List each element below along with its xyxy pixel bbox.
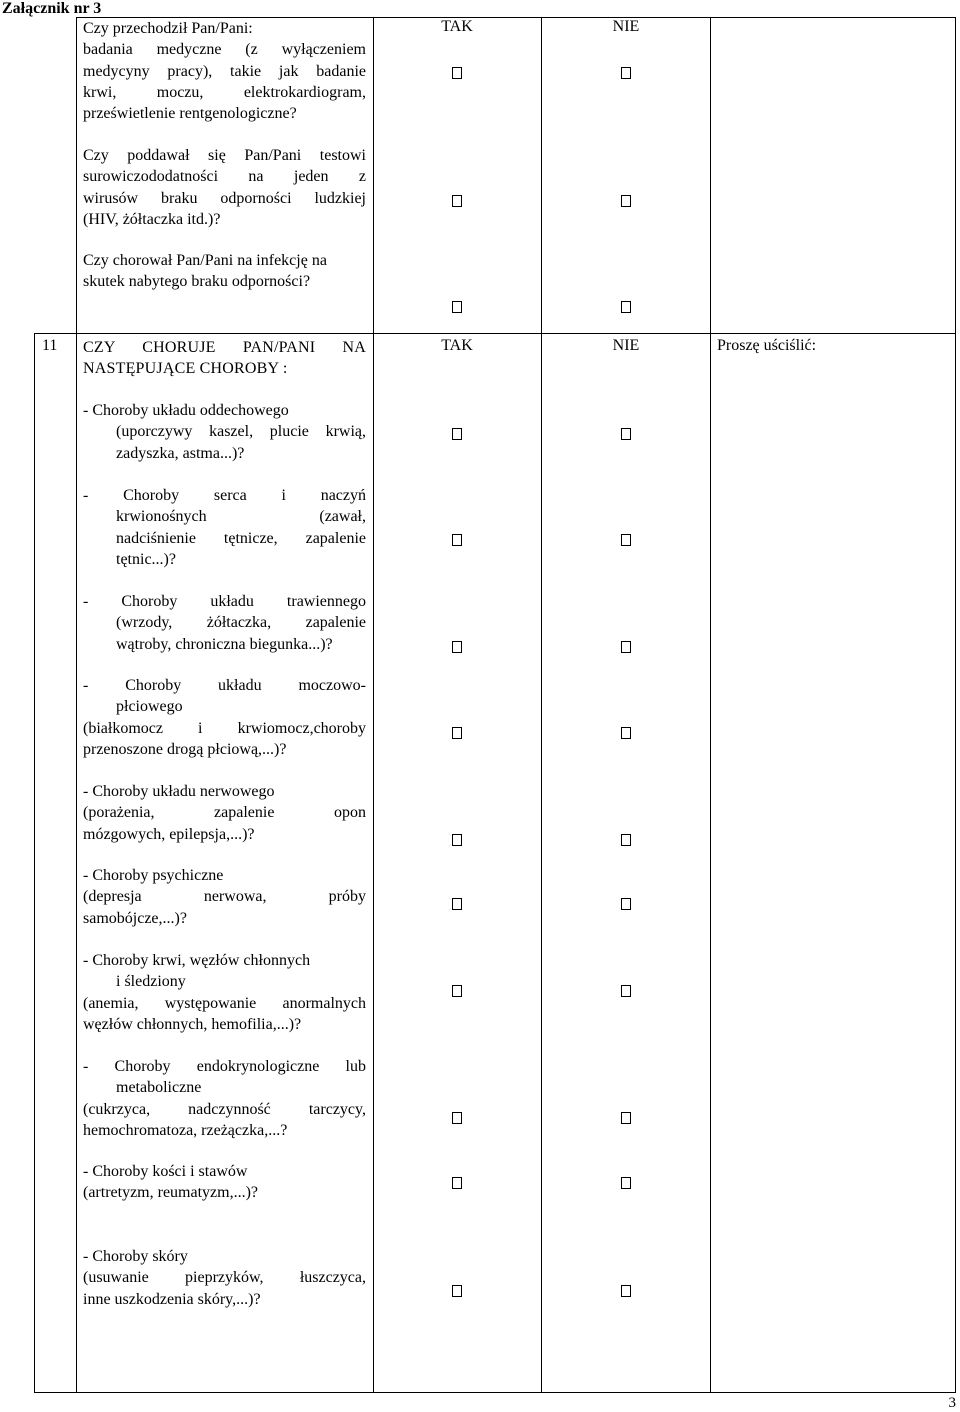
checkbox-tak-blood[interactable] — [452, 985, 462, 997]
column-header-tak: TAK — [441, 18, 473, 35]
disease-urogenital: - Choroby układu moczowo- płciowego (białkomocz i krwiomocz,choroby przenoszone drogą płciową,...)? — [83, 677, 366, 758]
checkbox-nie-nervous[interactable] — [621, 834, 631, 846]
section-header-specify: Proszę uściślić: — [717, 337, 817, 354]
checkbox-tak-immunodeficiency[interactable] — [452, 301, 462, 313]
checkbox-tak-heart[interactable] — [452, 534, 462, 546]
checkbox-nie-bones-joints[interactable] — [621, 1177, 631, 1189]
checkbox-tak-medical-tests[interactable] — [452, 67, 462, 79]
section-divider — [34, 333, 956, 334]
question-medical-tests: Czy przechodził Pan/Pani: badania medyczne (z wyłączeniem medycyny pracy), takie jak badanie krwi, moczu, elektrokardiogram, prześwietlenie rentgenologiczne? — [83, 20, 366, 123]
checkbox-nie-blood[interactable] — [621, 985, 631, 997]
checkbox-nie-respiratory[interactable] — [621, 428, 631, 440]
checkbox-nie-psychiatric[interactable] — [621, 898, 631, 910]
column-divider-number — [76, 17, 77, 1393]
checkbox-nie-medical-tests[interactable] — [621, 67, 631, 79]
checkbox-tak-digestive[interactable] — [452, 641, 462, 653]
section-number: 11 — [42, 337, 58, 354]
disease-bones-joints: - Choroby kości i stawów (artretyzm, reumatyzm,...)? — [83, 1163, 259, 1202]
checkbox-tak-bones-joints[interactable] — [452, 1177, 462, 1189]
checkbox-nie-immunodeficiency[interactable] — [621, 301, 631, 313]
table-left-border — [34, 333, 35, 1393]
page-number: 3 — [948, 1395, 956, 1411]
disease-psychiatric: - Choroby psychiczne (depresja nerwowa, próby samobójcze,...)? — [83, 867, 366, 927]
disease-nervous: - Choroby układu nerwowego (porażenia, zapalenie opon mózgowych, epilepsja,...)? — [83, 783, 366, 843]
disease-digestive: - Choroby układu trawiennego (wrzody, żółtaczka, zapalenie wątroby, chroniczna biegunka...)? — [83, 593, 366, 653]
attachment-title: Załącznik nr 3 — [2, 0, 102, 17]
disease-endocrine: - Choroby endokrynologiczne lub metaboliczne (cukrzyca, nadczynność tarczycy, hemochromatoza, rzeżączka,...? — [83, 1058, 366, 1139]
disease-skin: - Choroby skóry (usuwanie pieprzyków, łuszczyca, inne uszkodzenia skóry,...)? — [83, 1248, 366, 1308]
question-immunodeficiency-infection: Czy chorował Pan/Pani na infekcję na skutek nabytego braku odporności? — [83, 252, 327, 291]
table-right-border — [955, 17, 956, 1393]
checkbox-nie-hiv-test[interactable] — [621, 195, 631, 207]
checkbox-nie-heart[interactable] — [621, 534, 631, 546]
disease-heart: - Choroby serca i naczyń krwionośnych (zawał, nadciśnienie tętnicze, zapalenie tętnic...)? — [83, 487, 366, 568]
checkbox-tak-hiv-test[interactable] — [452, 195, 462, 207]
checkbox-tak-respiratory[interactable] — [452, 428, 462, 440]
checkbox-tak-skin[interactable] — [452, 1285, 462, 1297]
checkbox-nie-endocrine[interactable] — [621, 1112, 631, 1124]
column-divider-nie — [710, 17, 711, 1393]
question-hiv-test: Czy poddawał się Pan/Pani testowi surowiczododatności na jeden z wirusów braku odporności ludzkiej (HIV, żółtaczka itd.)? — [83, 147, 366, 228]
table-bottom-border — [34, 1392, 956, 1393]
checkbox-tak-endocrine[interactable] — [452, 1112, 462, 1124]
section-header-nie: NIE — [612, 337, 640, 354]
checkbox-nie-urogenital[interactable] — [621, 727, 631, 739]
disease-respiratory: - Choroby układu oddechowego (uporczywy kaszel, plucie krwią, zadyszka, astma...)? — [83, 402, 366, 462]
checkbox-nie-skin[interactable] — [621, 1285, 631, 1297]
disease-blood: - Choroby krwi, węzłów chłonnych i śledziony (anemia, występowanie anormalnych węzłów chłonnych, hemofilia,...)? — [83, 952, 366, 1033]
checkbox-tak-urogenital[interactable] — [452, 727, 462, 739]
column-divider-tak — [541, 17, 542, 1393]
section-title: CZY CHORUJE PAN/PANI NA NASTĘPUJĄCE CHOROBY : — [83, 339, 366, 378]
checkbox-tak-psychiatric[interactable] — [452, 898, 462, 910]
column-header-nie: NIE — [612, 18, 640, 35]
checkbox-nie-digestive[interactable] — [621, 641, 631, 653]
section-header-tak: TAK — [441, 337, 473, 354]
checkbox-tak-nervous[interactable] — [452, 834, 462, 846]
column-divider-question — [373, 17, 374, 1393]
